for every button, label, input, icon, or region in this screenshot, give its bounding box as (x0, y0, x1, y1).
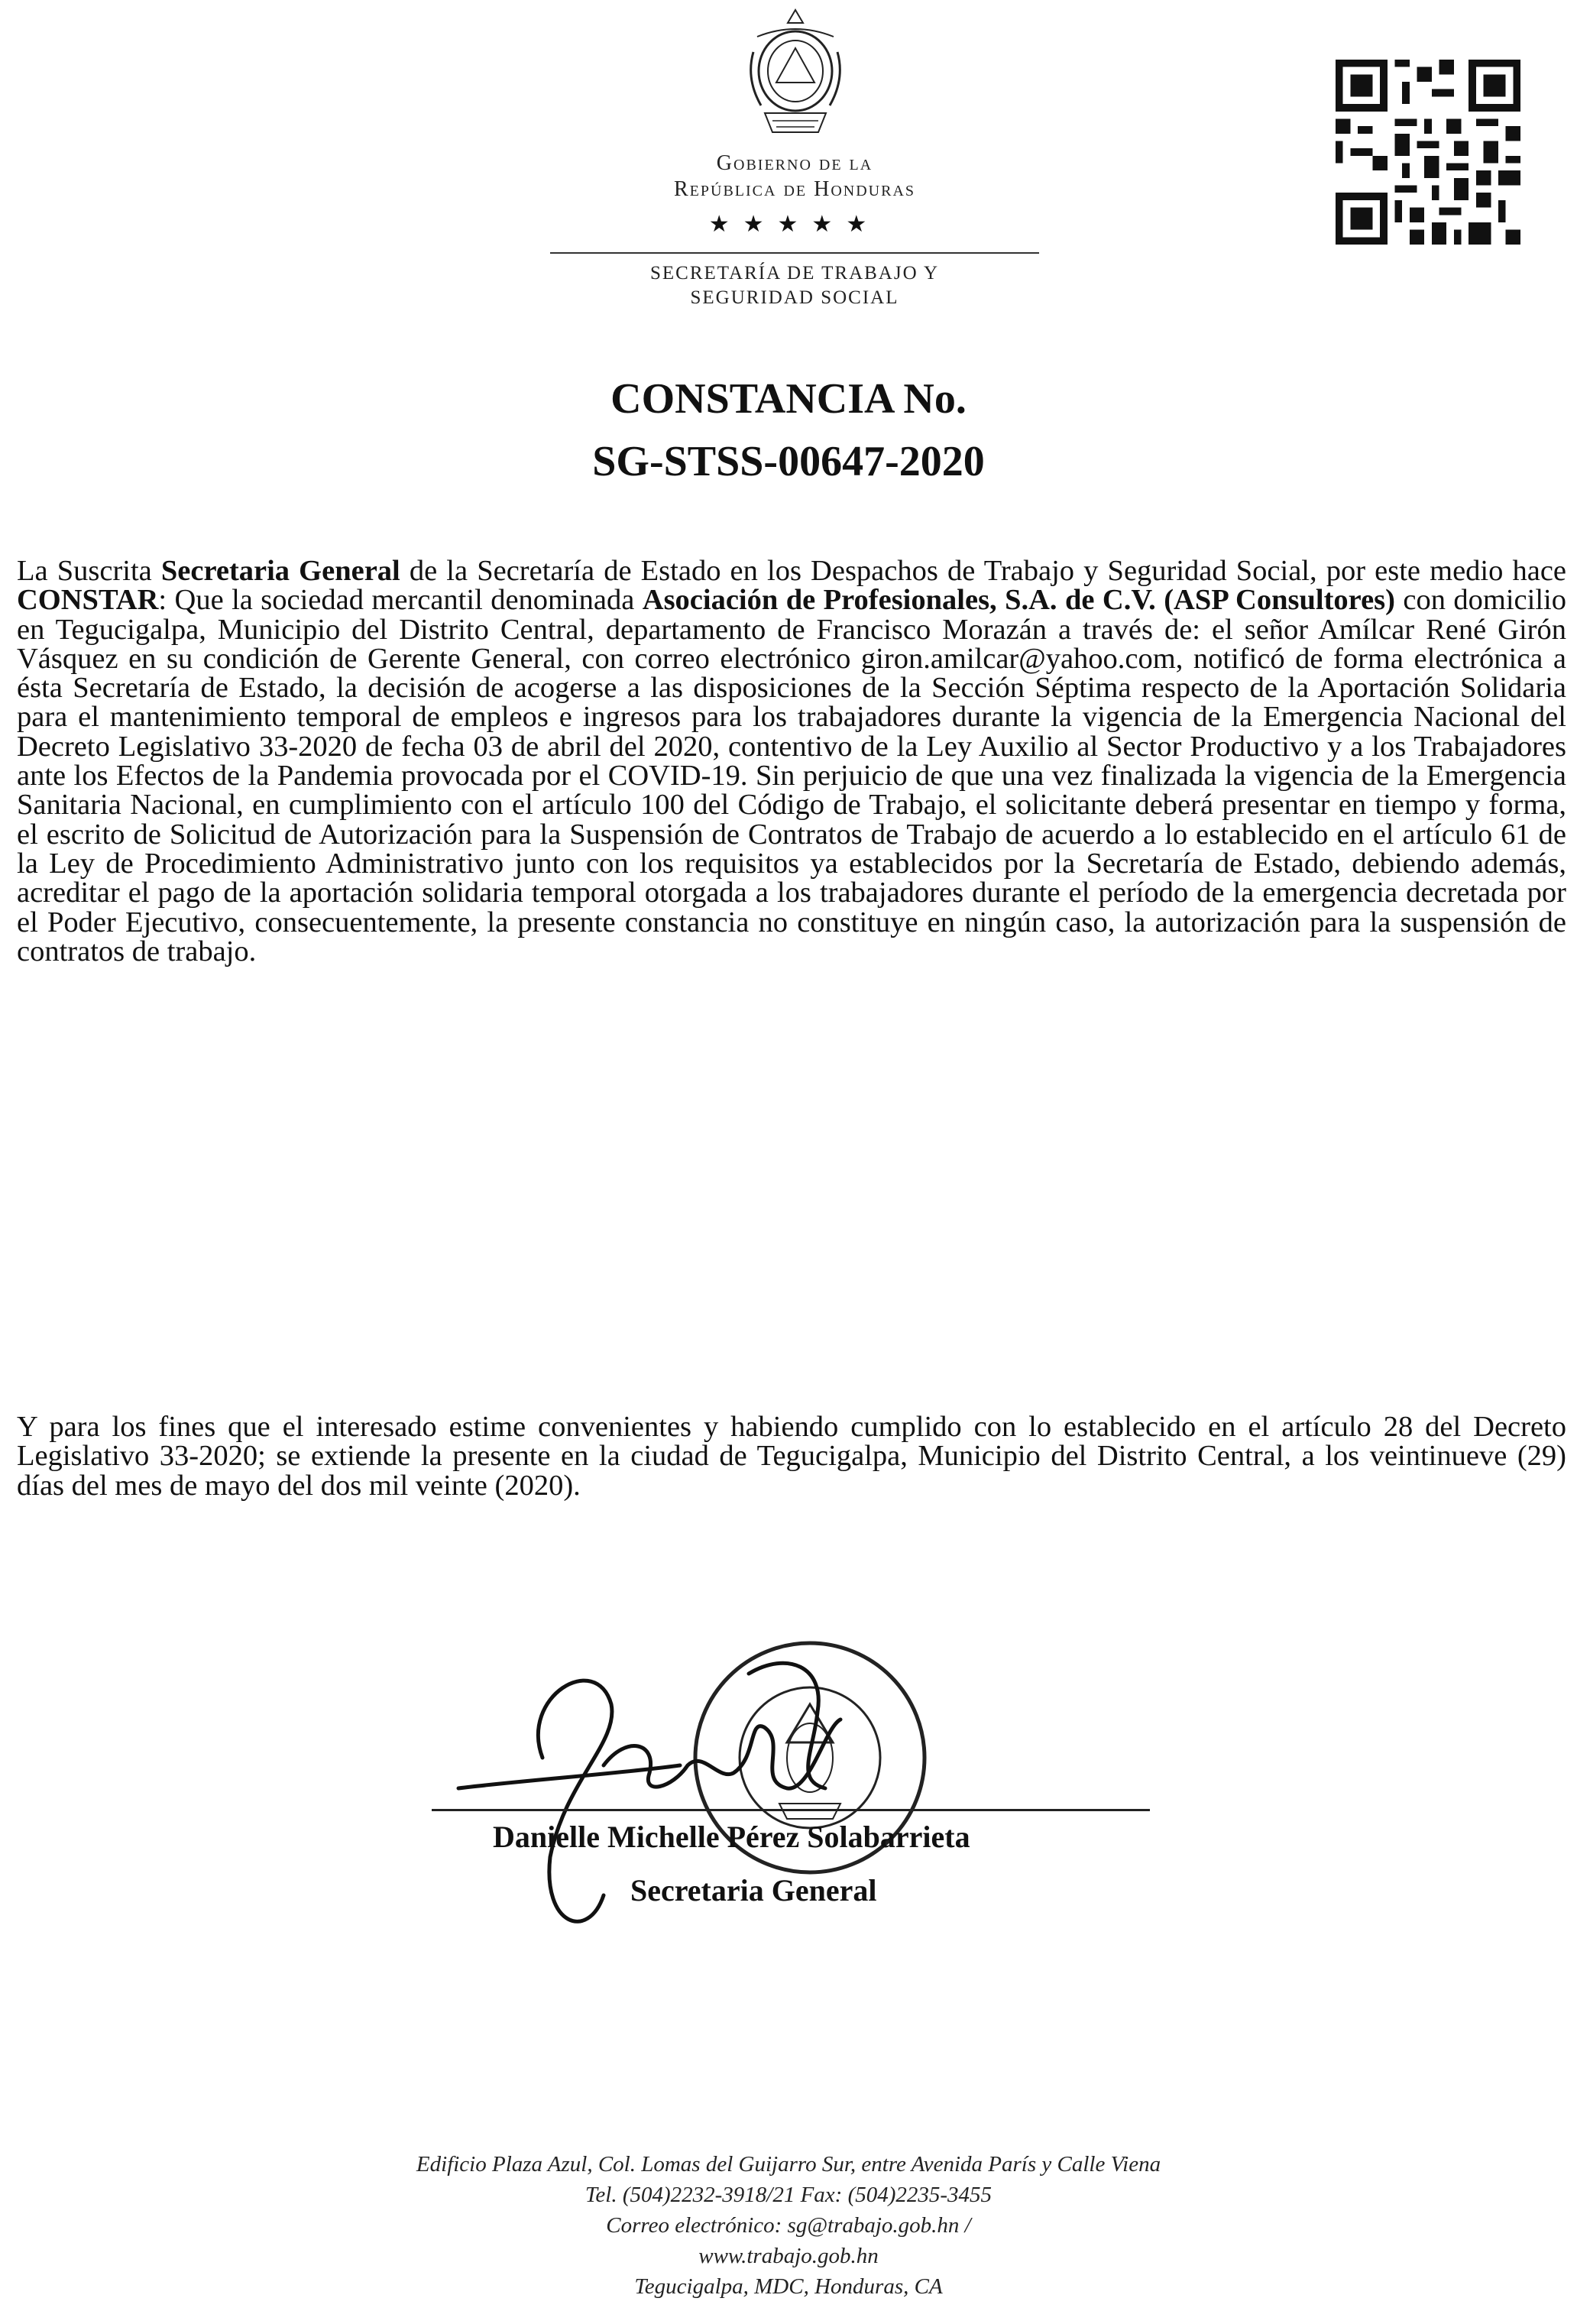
body-paragraph-1 (17, 556, 1566, 966)
qr-code-icon (1336, 60, 1520, 245)
signature-line (432, 1809, 1150, 1811)
stars-decoration: ★★★★★ (708, 212, 881, 237)
signatory-title: Secretaria General (630, 1873, 877, 1907)
p1-text-4: : Que la sociedad mercantil denominada (158, 584, 643, 617)
footer-city: Tegucigalpa, MDC, Honduras, CA (634, 2274, 943, 2299)
letterhead (527, 0, 1062, 321)
footer-email: Correo electrónico: sg@trabajo.gob.hn / (606, 2213, 971, 2238)
footer-phone: Tel. (504)2232-3918/21 Fax: (504)2235-3455 (584, 2183, 993, 2207)
ministry-name-line1: SECRETARÍA DE TRABAJO Y (649, 263, 940, 284)
document-number: SG-STSS-00647-2020 (592, 438, 985, 485)
ministry-name-line2: SEGURIDAD SOCIAL (690, 287, 899, 308)
footer-website: www.trabajo.gob.hn (698, 2244, 879, 2268)
p1-text-2: de la Secretaría de Estado en los Despachos de Trabajo y Seguridad Social, por este medio hace (400, 555, 1566, 587)
footer-address: Edificio Plaza Azul, Col. Lomas del Guijarro Sur, entre Avenida París y Calle Viena (416, 2152, 1161, 2177)
p1-text-0: La Suscrita (17, 555, 161, 587)
government-name-line2: República de Honduras (673, 177, 916, 201)
p1-text-6: con domicilio en Tegucigalpa, Municipio del Distrito Central, departamento de Francisco Morazán a través de: el señor Amílcar René Girón Vásquez en su condición de Gerente General, con correo electrónico giron.amilcar@yahoo.com, notificó de forma electrónica a ésta Secretaría de Estado, la decisión de acogerse a las disposiciones de la Sección Séptima respecto de la Aportación Solidaria para el mantenimiento temporal de empleos e ingresos para los trabajadores durante la vigencia de la Emergencia Nacional del Decreto Legislativo 33-2020 de fecha 03 de abril del 2020, contentivo de la Ley Auxilio al Sector Productivo y a los Trabajadores ante los Efectos de la Pandemia provocada por el COVID-19. Sin perjuicio de que una vez finalizada la vigencia de la Emergencia Sanitaria Nacional, en cumplimiento con el artículo 100 del Código de Trabajo, el solicitante deberá presentar en tiempo y forma, el escrito de Solicitud de Autorización para la Suspensión de Contratos de Trabajo de acuerdo a lo establecido en el artículo 61 de la Ley de Procedimiento Administrativo junto con los requisitos ya establecidos por la Secretaría de Estado, debiendo además, acreditar el pago de la aportación solidaria temporal otorgada a los trabajadores durante el período de la emergencia decretada por el Poder Ejecutivo, consecuentemente, la presente constancia no constituye en ningún caso, la autorización para la suspensión de contratos de trabajo. (17, 584, 1566, 968)
header-divider (550, 252, 1039, 254)
government-name-line1: Gobierno de la (716, 151, 873, 175)
body-paragraph-2: Y para los fines que el interesado estime convenientes y habiendo cumplido con lo establecido en el artículo 28 del Decreto Legislativo 33-2020; se extiende la presente en la ciudad de Tegucigalpa, Municipio del Distrito Central, a los veintinueve (29) días del mes de mayo del dos mil veinte (2020). (17, 1411, 1566, 1502)
p1-bold-constar: CONSTAR (17, 584, 159, 617)
document-title: CONSTANCIA No. (610, 375, 967, 423)
signatory-name: Danielle Michelle Pérez Solabarrieta (493, 1820, 970, 1854)
p1-bold-secretaria: Secretaria General (160, 555, 400, 587)
p1-bold-company: Asociación de Profesionales, S.A. de C.V. (ASP Consultores) (642, 584, 1395, 617)
honduras-coat-of-arms-icon (738, 6, 853, 144)
